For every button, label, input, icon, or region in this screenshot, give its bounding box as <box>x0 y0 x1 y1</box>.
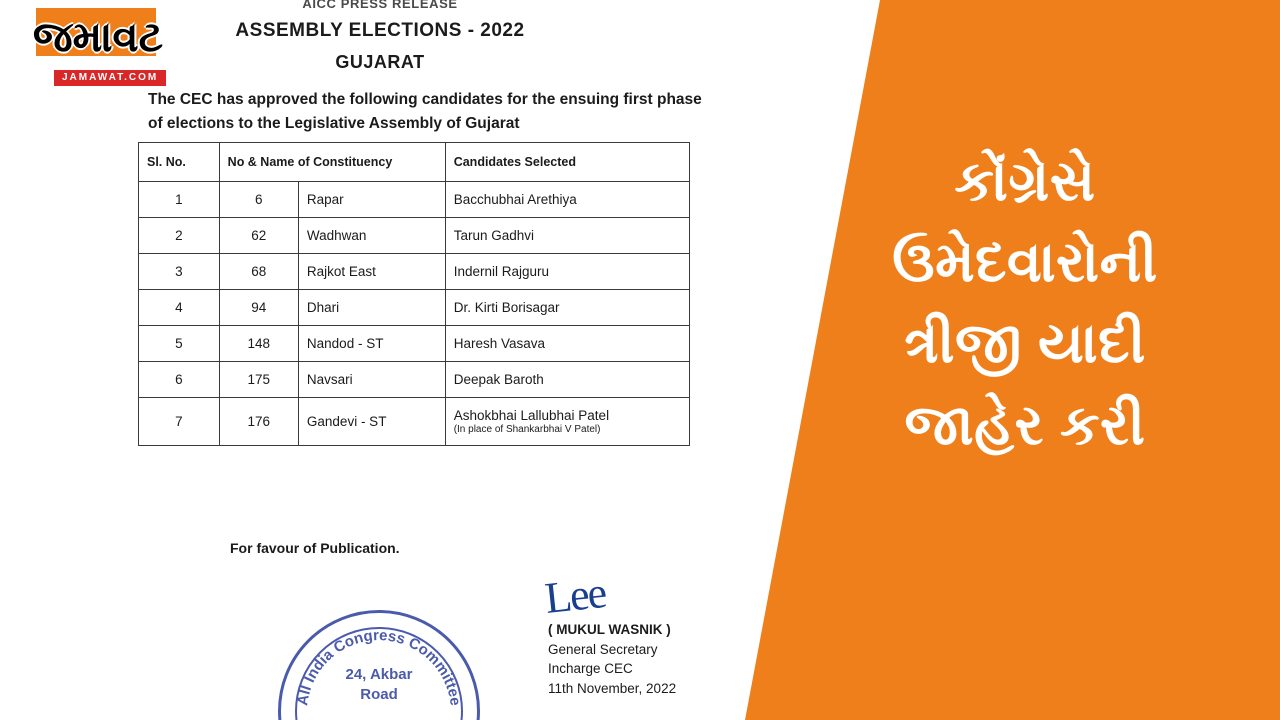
table-row <box>139 290 690 326</box>
signatory-name: ( MUKUL WASNIK ) <box>548 622 671 637</box>
logo-website-label: JAMAWAT.COM <box>54 70 166 86</box>
for-favour-of-publication: For favour of Publication. <box>230 540 400 556</box>
congress-committee-stamp <box>278 610 480 720</box>
cell-constituency-no: 175 <box>219 362 298 398</box>
column-header-candidates: Candidates Selected <box>445 143 689 182</box>
cell-constituency-no: 176 <box>219 398 298 446</box>
cell-candidate-text: Ashokbhai Lallubhai Patel <box>453 408 610 423</box>
cell-constituency-no: 94 <box>219 290 298 326</box>
cell-sl-no: 6 <box>139 362 220 398</box>
cell-constituency-name: Rapar <box>298 182 445 218</box>
table-body <box>139 182 690 446</box>
column-header-sl-no: Sl. No. <box>139 143 220 182</box>
document-intro-paragraph: The CEC has approved the following candidates for the ensuing first phase of elections to the Legislative Assembly of Gujarat <box>148 91 702 133</box>
cell-constituency-no: 68 <box>219 254 298 290</box>
cell-constituency-no: 6 <box>219 182 298 218</box>
signature-date: 11th November, 2022 <box>548 680 677 696</box>
cell-sl-no: 3 <box>139 254 220 290</box>
stamp-address-line-1: 24, Akbar <box>345 666 413 683</box>
cell-sl-no: 5 <box>139 326 220 362</box>
cell-candidate: Dr. Kirti Borisagar <box>445 290 689 326</box>
table-row <box>139 254 690 290</box>
headline-text <box>790 140 1260 465</box>
headline-line-4: જાહેર કરી <box>904 392 1146 456</box>
stamp-address-line-2: Road <box>360 686 398 704</box>
cell-constituency-name: Rajkot East <box>298 254 445 290</box>
table-row <box>139 398 690 446</box>
table-row <box>139 218 690 254</box>
table-row <box>139 182 690 218</box>
column-header-constituency: No & Name of Constituency <box>219 143 445 182</box>
jamawat-logo[interactable] <box>18 8 178 96</box>
cell-constituency-name: Dhari <box>298 290 445 326</box>
cell-candidate: Haresh Vasava <box>445 326 689 362</box>
table-header <box>139 143 690 182</box>
table-header-row <box>139 143 690 182</box>
document-kicker: AICC PRESS RELEASE <box>302 0 458 11</box>
signatory-role-secondary: Incharge CEC <box>548 661 633 677</box>
stamp-arc-label: All India Congress Committee <box>294 627 464 707</box>
cell-constituency-name: Wadhwan <box>298 218 445 254</box>
document-subtitle: GUJARAT <box>335 52 425 72</box>
headline-line-2: ઉમેદવારોની <box>892 230 1158 294</box>
signatory-role-primary: General Secretary <box>548 641 658 657</box>
candidates-table <box>138 142 690 446</box>
cell-constituency-name: Gandevi - ST <box>298 398 445 446</box>
cell-constituency-name: Navsari <box>298 362 445 398</box>
cell-constituency-no: 148 <box>219 326 298 362</box>
cell-candidate: Bacchubhai Arethiya <box>445 182 689 218</box>
cell-candidate: Indernil Rajguru <box>445 254 689 290</box>
cell-sl-no: 1 <box>139 182 220 218</box>
stamp-center-text <box>281 665 477 706</box>
cell-candidate-note: (In place of Shankarbhai V Patel) <box>453 424 601 435</box>
logo-wordmark: જમાવટ <box>32 13 164 60</box>
cell-constituency-no: 62 <box>219 218 298 254</box>
table-row <box>139 326 690 362</box>
cell-candidate <box>445 398 689 446</box>
handwritten-signature: Lee <box>542 568 608 623</box>
cell-candidate: Tarun Gadhvi <box>445 218 689 254</box>
cell-candidate: Deepak Baroth <box>445 362 689 398</box>
headline-line-3: ત્રીજી યાદી <box>904 311 1146 375</box>
document-title: ASSEMBLY ELECTIONS - 2022 <box>235 20 525 41</box>
signatory-block <box>548 620 676 698</box>
cell-sl-no: 2 <box>139 218 220 254</box>
cell-constituency-name: Nandod - ST <box>298 326 445 362</box>
cell-sl-no: 7 <box>139 398 220 446</box>
cell-sl-no: 4 <box>139 290 220 326</box>
table-row <box>139 362 690 398</box>
headline-line-1: કોંગ્રેસે <box>954 149 1096 212</box>
